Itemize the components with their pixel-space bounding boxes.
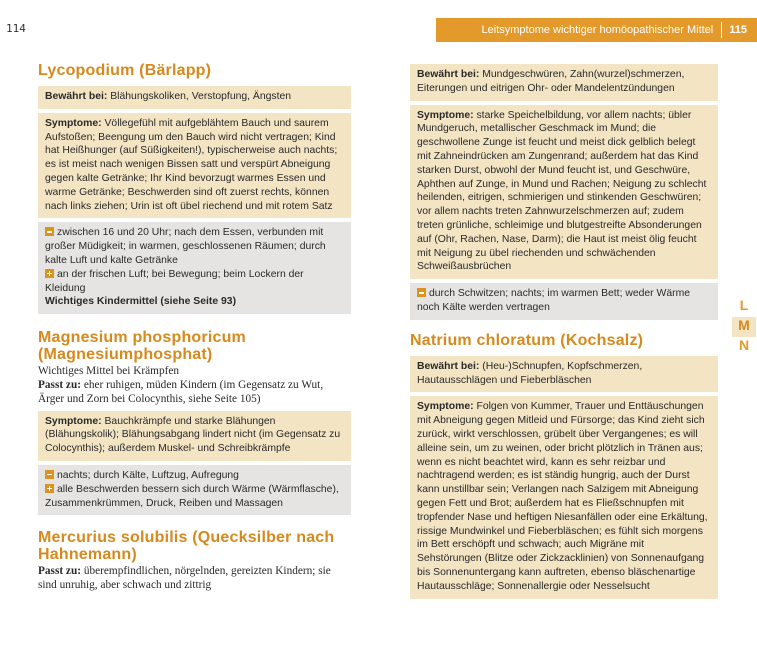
symptoms-label: Symptome: xyxy=(45,415,102,427)
symptoms-label: Symptome: xyxy=(417,109,474,121)
indication-text: (Heu-)Schnupfen, Kopfschmerzen, Hautausschlägen und Fieberbläschen xyxy=(417,360,643,386)
worse-text: zwischen 16 und 20 Uhr; nach dem Essen, verbunden mit großer Müdigkeit; in warmen, geschlossenen Räumen; durch kalte Luft und kalte Getränke xyxy=(45,227,326,266)
page-number-right: 115 xyxy=(729,24,747,36)
magnesium-heading: Magnesium phosphoricum (Magnesiumphosphat) xyxy=(38,329,246,364)
symptoms-text: Bauchkrämpfe und starke Blähungen (Blähungskolik); Blähungsabgang lindert nicht (im Gegensatz zu Colocynthis); außerdem Muskel- und Schreibkrämpfe xyxy=(45,415,341,455)
indication-text: Mundgeschwüren, Zahn(wurzel)schmerzen, Eiterungen und eitrigen Ohr- oder Mandelentzündungen xyxy=(417,69,685,94)
tab-l[interactable]: L xyxy=(739,297,749,313)
natrium-heading: Natrium chloratum (Kochsalz) xyxy=(410,331,644,349)
natrium-symptoms-box xyxy=(410,396,718,598)
minus-icon xyxy=(45,227,54,236)
mercurius-symptoms-box xyxy=(410,105,718,280)
alphabet-tabs xyxy=(732,297,756,357)
plus-icon xyxy=(45,484,54,493)
worse-modality xyxy=(45,469,344,483)
symptoms-text: Völlegefühl mit aufgeblähtem Bauch und saurem Aufstoßen; Beengung um den Bauch wird nicht vertragen; Kind hat Heißhunger (auf Süßigkeiten!), typischerweise auch nachts; es ist meist nach wenigen Bissen satt und verspürt Abneigung gegen kalte Getränke; Ihr Kind bevorzugt warmes Essen und warme Getränke; Beschwerden sind oft zuerst rechts, können nach links ziehen; Urin ist oft übel riechend und mit rotem Satz xyxy=(45,117,338,212)
magnesium-passt xyxy=(38,379,351,407)
better-modality xyxy=(45,268,344,296)
worse-text: durch Schwitzen; nachts; im warmen Bett; weder Wärme noch Kälte werden vertragen xyxy=(417,288,691,313)
mercurius-modalities-box xyxy=(410,283,718,320)
plus-icon xyxy=(45,269,54,278)
running-header-title: Leitsymptome wichtiger homöopathischer Mittel xyxy=(481,24,714,36)
worse-modality xyxy=(417,287,711,315)
minus-icon xyxy=(45,470,54,479)
passt-text: eher ruhigen, müden Kindern (im Gegensatz zu Wut, Ärger und Zorn bei Colocynthis, siehe Seite 105) xyxy=(38,378,324,405)
symptoms-text: starke Speichelbildung, vor allem nachts; übler Mundgeruch, metallischer Geschmack im Mund; die geschwollene Zunge ist feucht und meist dick gelblich belegt mit Zahneindrücken am Zungenrand; außerdem hat das Kind starken Durst, obwohl der Mund feucht ist, und Geschwüre, Aphthen auf Zunge, in Mund und Rachen; Neigung zu schlecht heilenden, eitrigen, schmierigen und stinkenden Geschwüren; vor allem nachts treten Zahnwurzelschmerzen auf; zudem treten grünliche, schleimige und blutgestreifte Absonderungen auf (Ohr, Rachen, Nase, Darm); die Haut ist meist ölig feucht mit Neigung zu übel riechenden und schwächenden Schweißausbrüchen xyxy=(417,109,707,273)
lycopodium-modalities-box xyxy=(38,222,351,314)
magnesium-symptoms-box xyxy=(38,411,351,461)
indication-text: Blähungskoliken, Verstopfung, Ängsten xyxy=(107,91,292,102)
symptoms-label: Symptome: xyxy=(45,117,102,129)
worse-text: nachts; durch Kälte, Luftzug, Aufregung xyxy=(57,469,239,481)
right-column xyxy=(410,64,718,599)
tab-n[interactable]: N xyxy=(738,337,750,353)
page-number-left: 114 xyxy=(6,22,26,35)
symptoms-text: Folgen von Kummer, Trauer und Enttäuschungen mit Abneigung gegen Mitleid und Fürsorge; das Kind zieht sich zurück, wirkt verschlossen, grübelt über Vergangenes; es will alleine sein, um zu weinen, oder bricht plötzlich in Tränen aus; wenn es nicht beachtet wird, kann es sehr reizbar und nachtragend werden; es ist ständig hungrig, auch der Durst kann unstillbar sein; Verlangen nach Salzigem mit Abneigung gegen Fett und Brot; außerdem hat es Fließschnupfen mit tropfender Nase und heftigen Niesanfällen oder eine Erkältung, rissige Mundwinkel und Fieberbläschen; es fühlt sich morgens im Bett erschöpft und schwach; auch Migräne mit Sehstörungen (Blitze oder Zickzacklinien) von Sonnenaufgang bis Sonnenuntergang kann auftreten, ebenso bläschenartige Hautausschläge; Sonnenallergie oder Nesselsucht xyxy=(417,401,708,592)
lycopodium-note: Wichtiges Kindermittel (siehe Seite 93) xyxy=(45,296,237,308)
running-header xyxy=(436,18,757,42)
magnesium-modalities-box xyxy=(38,465,351,515)
mercurius-heading: Mercurius solubilis (Quecksilber nach Hahnemann) xyxy=(38,529,335,564)
left-column xyxy=(38,62,351,593)
passt-label: Passt zu: xyxy=(38,565,81,578)
indication-label: Bewährt bei: xyxy=(417,69,480,80)
lycopodium-heading: Lycopodium (Bärlapp) xyxy=(38,62,212,79)
passt-label: Passt zu: xyxy=(38,378,81,391)
indication-label: Bewährt bei: xyxy=(417,360,480,372)
tab-m[interactable]: M xyxy=(732,317,756,337)
better-text: an der frischen Luft; bei Bewegung; beim Lockern der Kleidung xyxy=(45,268,304,294)
minus-icon xyxy=(417,288,426,297)
indication-label: Bewährt bei: xyxy=(45,91,108,102)
magnesium-intro: Wichtiges Mittel bei Krämpfen xyxy=(38,365,180,378)
worse-modality xyxy=(45,226,344,267)
mercurius-indication-box xyxy=(410,64,718,101)
lycopodium-symptoms-box xyxy=(38,113,351,219)
better-modality xyxy=(45,483,344,511)
better-text: alle Beschwerden bessern sich durch Wärme (Wärmflasche), Zusammenkrümmen, Druck, Reiben und Massagen xyxy=(45,483,339,509)
lycopodium-indication-box xyxy=(38,86,351,109)
passt-text: überempfindlichen, nörgelnden, gereizten Kindern; sie sind unruhig, aber schwach und zittrig xyxy=(38,565,331,592)
symptoms-label: Symptome: xyxy=(417,401,474,413)
header-divider xyxy=(721,22,722,38)
mercurius-passt xyxy=(38,565,351,593)
natrium-indication-box xyxy=(410,356,718,393)
